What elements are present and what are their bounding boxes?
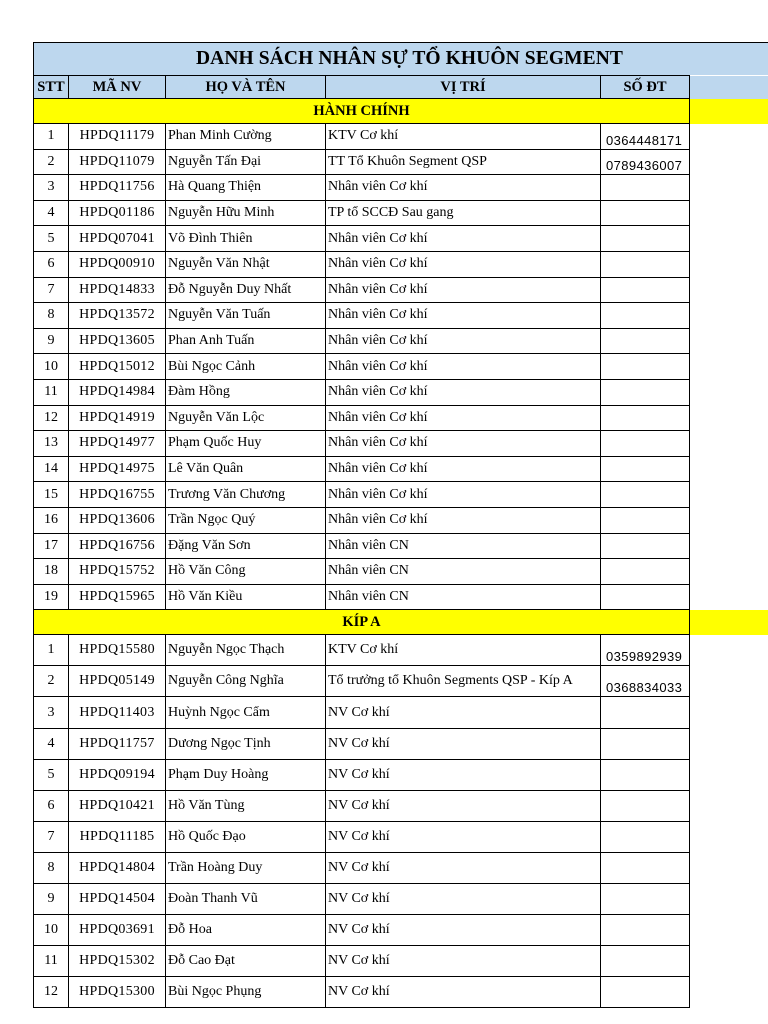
cell-so-dt[interactable] bbox=[601, 852, 690, 883]
table-row[interactable] bbox=[34, 200, 768, 226]
cell-ho-ten[interactable]: Hồ Quốc Đạo bbox=[166, 821, 326, 852]
cell-vi-tri[interactable]: NV Cơ khí bbox=[326, 946, 601, 977]
section-header-row bbox=[34, 99, 768, 124]
table-row[interactable] bbox=[34, 697, 768, 728]
cell-vi-tri[interactable]: NV Cơ khí bbox=[326, 884, 601, 915]
cell-so-dt[interactable] bbox=[601, 431, 690, 457]
cell-stt[interactable]: 8 bbox=[34, 852, 69, 883]
table-row[interactable] bbox=[34, 328, 768, 354]
cell-vi-tri[interactable]: Nhân viên Cơ khí bbox=[326, 251, 601, 277]
cell-so-dt[interactable] bbox=[601, 251, 690, 277]
table-row[interactable] bbox=[34, 884, 768, 915]
cell-ma-nv[interactable]: HPDQ10421 bbox=[69, 790, 166, 821]
cell-stt[interactable]: 6 bbox=[34, 251, 69, 277]
cell-ho-ten[interactable]: Nguyễn Tấn Đại bbox=[166, 149, 326, 175]
cell-stt[interactable]: 8 bbox=[34, 303, 69, 329]
cell-so-dt[interactable] bbox=[601, 379, 690, 405]
cell-stt[interactable]: 15 bbox=[34, 482, 69, 508]
cell-stt[interactable]: 4 bbox=[34, 200, 69, 226]
table-row[interactable] bbox=[34, 405, 768, 431]
header-ma-nv: MÃ NV bbox=[69, 76, 166, 99]
cell-ma-nv[interactable]: HPDQ15302 bbox=[69, 946, 166, 977]
table-row[interactable] bbox=[34, 852, 768, 883]
table-row[interactable] bbox=[34, 149, 768, 175]
cell-ma-nv[interactable]: HPDQ01186 bbox=[69, 200, 166, 226]
cell-so-dt[interactable] bbox=[601, 482, 690, 508]
cell-so-dt[interactable] bbox=[601, 507, 690, 533]
cell-ho-ten[interactable]: Đỗ Nguyễn Duy Nhất bbox=[166, 277, 326, 303]
section-header-row bbox=[34, 610, 768, 635]
cell-vi-tri[interactable]: NV Cơ khí bbox=[326, 790, 601, 821]
table-row[interactable] bbox=[34, 728, 768, 759]
cell-vi-tri[interactable]: NV Cơ khí bbox=[326, 852, 601, 883]
staff-list-sheet bbox=[33, 42, 768, 1008]
section-title: HÀNH CHÍNH bbox=[34, 99, 690, 124]
row-extension bbox=[690, 915, 768, 946]
row-extension bbox=[690, 303, 768, 329]
row-extension bbox=[690, 666, 768, 697]
cell-ho-ten[interactable]: Đàm Hồng bbox=[166, 379, 326, 405]
row-extension bbox=[690, 728, 768, 759]
cell-stt[interactable]: 2 bbox=[34, 149, 69, 175]
cell-vi-tri[interactable]: KTV Cơ khí bbox=[326, 635, 601, 666]
cell-so-dt[interactable]: 0364448171 bbox=[601, 124, 690, 150]
row-extension bbox=[690, 149, 768, 175]
cell-ho-ten[interactable]: Hà Quang Thiện bbox=[166, 175, 326, 201]
cell-ho-ten[interactable]: Bùi Ngọc Phụng bbox=[166, 977, 326, 1008]
cell-ma-nv[interactable]: HPDQ14977 bbox=[69, 431, 166, 457]
header-so-dt: SỐ ĐT bbox=[601, 76, 690, 99]
cell-stt[interactable]: 1 bbox=[34, 635, 69, 666]
cell-ho-ten[interactable]: Phạm Duy Hoàng bbox=[166, 759, 326, 790]
cell-so-dt[interactable] bbox=[601, 584, 690, 610]
cell-so-dt[interactable] bbox=[601, 977, 690, 1008]
cell-ho-ten[interactable]: Nguyễn Văn Nhật bbox=[166, 251, 326, 277]
cell-so-dt[interactable] bbox=[601, 821, 690, 852]
cell-ho-ten[interactable]: Trần Ngọc Quý bbox=[166, 507, 326, 533]
cell-ma-nv[interactable]: HPDQ14984 bbox=[69, 379, 166, 405]
table-row[interactable] bbox=[34, 759, 768, 790]
cell-so-dt[interactable] bbox=[601, 759, 690, 790]
section-extension bbox=[690, 99, 768, 124]
cell-ma-nv[interactable]: HPDQ15580 bbox=[69, 635, 166, 666]
row-extension bbox=[690, 200, 768, 226]
row-extension bbox=[690, 946, 768, 977]
cell-ma-nv[interactable]: HPDQ14975 bbox=[69, 456, 166, 482]
cell-so-dt[interactable] bbox=[601, 303, 690, 329]
header-ho-ten: HỌ VÀ TÊN bbox=[166, 76, 326, 99]
cell-ma-nv[interactable]: HPDQ15965 bbox=[69, 584, 166, 610]
cell-stt[interactable]: 12 bbox=[34, 405, 69, 431]
cell-so-dt[interactable] bbox=[601, 915, 690, 946]
cell-ho-ten[interactable]: Phan Minh Cường bbox=[166, 124, 326, 150]
cell-stt[interactable]: 5 bbox=[34, 226, 69, 252]
cell-ma-nv[interactable]: HPDQ03691 bbox=[69, 915, 166, 946]
cell-vi-tri[interactable]: NV Cơ khí bbox=[326, 977, 601, 1008]
cell-ho-ten[interactable]: Hồ Văn Kiều bbox=[166, 584, 326, 610]
cell-ma-nv[interactable]: HPDQ15012 bbox=[69, 354, 166, 380]
cell-vi-tri[interactable]: Nhân viên CN bbox=[326, 559, 601, 585]
header-stt: STT bbox=[34, 76, 69, 99]
cell-vi-tri[interactable]: Nhân viên Cơ khí bbox=[326, 277, 601, 303]
table-row[interactable] bbox=[34, 946, 768, 977]
cell-so-dt[interactable] bbox=[601, 405, 690, 431]
table-row[interactable] bbox=[34, 635, 768, 666]
cell-so-dt[interactable] bbox=[601, 884, 690, 915]
cell-so-dt[interactable]: 0368834033 bbox=[601, 666, 690, 697]
cell-so-dt[interactable]: 0359892939 bbox=[601, 635, 690, 666]
table-row[interactable] bbox=[34, 790, 768, 821]
cell-ma-nv[interactable]: HPDQ13605 bbox=[69, 328, 166, 354]
cell-vi-tri[interactable]: Nhân viên Cơ khí bbox=[326, 379, 601, 405]
table-row[interactable] bbox=[34, 482, 768, 508]
cell-so-dt[interactable] bbox=[601, 277, 690, 303]
row-extension bbox=[690, 277, 768, 303]
cell-stt[interactable]: 11 bbox=[34, 946, 69, 977]
cell-ho-ten[interactable]: Lê Văn Quân bbox=[166, 456, 326, 482]
cell-so-dt[interactable] bbox=[601, 533, 690, 559]
cell-so-dt[interactable]: 0789436007 bbox=[601, 149, 690, 175]
row-extension bbox=[690, 790, 768, 821]
table-row[interactable] bbox=[34, 431, 768, 457]
cell-ho-ten[interactable]: Nguyễn Công Nghĩa bbox=[166, 666, 326, 697]
cell-so-dt[interactable] bbox=[601, 226, 690, 252]
row-extension bbox=[690, 635, 768, 666]
row-extension bbox=[690, 354, 768, 380]
cell-ho-ten[interactable]: Đoàn Thanh Vũ bbox=[166, 884, 326, 915]
row-extension bbox=[690, 405, 768, 431]
table-row[interactable] bbox=[34, 354, 768, 380]
cell-ho-ten[interactable]: Dương Ngọc Tịnh bbox=[166, 728, 326, 759]
table-row[interactable] bbox=[34, 821, 768, 852]
table-row[interactable] bbox=[34, 226, 768, 252]
table-row[interactable] bbox=[34, 559, 768, 585]
cell-vi-tri[interactable]: NV Cơ khí bbox=[326, 697, 601, 728]
row-extension bbox=[690, 226, 768, 252]
row-extension bbox=[690, 584, 768, 610]
cell-so-dt[interactable] bbox=[601, 200, 690, 226]
cell-stt[interactable]: 16 bbox=[34, 507, 69, 533]
cell-stt[interactable]: 18 bbox=[34, 559, 69, 585]
cell-ma-nv[interactable]: HPDQ11757 bbox=[69, 728, 166, 759]
cell-so-dt[interactable] bbox=[601, 946, 690, 977]
cell-so-dt[interactable] bbox=[601, 175, 690, 201]
cell-ho-ten[interactable]: Nguyễn Ngọc Thạch bbox=[166, 635, 326, 666]
row-extension bbox=[690, 884, 768, 915]
table-row[interactable] bbox=[34, 533, 768, 559]
cell-vi-tri[interactable]: TT Tổ Khuôn Segment QSP bbox=[326, 149, 601, 175]
cell-ma-nv[interactable]: HPDQ14833 bbox=[69, 277, 166, 303]
cell-ma-nv[interactable]: HPDQ11179 bbox=[69, 124, 166, 150]
cell-ma-nv[interactable]: HPDQ00910 bbox=[69, 251, 166, 277]
cell-ma-nv[interactable]: HPDQ16756 bbox=[69, 533, 166, 559]
cell-ho-ten[interactable]: Hồ Văn Tùng bbox=[166, 790, 326, 821]
table-row[interactable] bbox=[34, 175, 768, 201]
cell-vi-tri[interactable]: NV Cơ khí bbox=[326, 915, 601, 946]
cell-ma-nv[interactable]: HPDQ13572 bbox=[69, 303, 166, 329]
cell-vi-tri[interactable]: TP tổ SCCĐ Sau gang bbox=[326, 200, 601, 226]
header-extension bbox=[690, 76, 768, 99]
header-row bbox=[34, 76, 768, 99]
row-extension bbox=[690, 559, 768, 585]
cell-ma-nv[interactable]: HPDQ13606 bbox=[69, 507, 166, 533]
cell-ho-ten[interactable]: Phan Anh Tuấn bbox=[166, 328, 326, 354]
cell-stt[interactable]: 3 bbox=[34, 697, 69, 728]
section-extension bbox=[690, 610, 768, 635]
cell-stt[interactable]: 11 bbox=[34, 379, 69, 405]
cell-vi-tri[interactable]: NV Cơ khí bbox=[326, 728, 601, 759]
cell-ho-ten[interactable]: Trần Hoàng Duy bbox=[166, 852, 326, 883]
row-extension bbox=[690, 977, 768, 1008]
cell-stt[interactable]: 5 bbox=[34, 759, 69, 790]
cell-ho-ten[interactable]: Nguyễn Hữu Minh bbox=[166, 200, 326, 226]
cell-so-dt[interactable] bbox=[601, 790, 690, 821]
title-row bbox=[34, 43, 768, 76]
cell-so-dt[interactable] bbox=[601, 559, 690, 585]
cell-so-dt[interactable] bbox=[601, 328, 690, 354]
cell-ho-ten[interactable]: Đỗ Hoa bbox=[166, 915, 326, 946]
table-row[interactable] bbox=[34, 977, 768, 1008]
cell-ho-ten[interactable]: Phạm Quốc Huy bbox=[166, 431, 326, 457]
cell-ma-nv[interactable]: HPDQ11403 bbox=[69, 697, 166, 728]
cell-ho-ten[interactable]: Huỳnh Ngọc Cẩm bbox=[166, 697, 326, 728]
cell-stt[interactable]: 10 bbox=[34, 354, 69, 380]
sheet-title: DANH SÁCH NHÂN SỰ TỔ KHUÔN SEGMENT bbox=[34, 43, 768, 76]
cell-ho-ten[interactable]: Bùi Ngọc Cảnh bbox=[166, 354, 326, 380]
cell-vi-tri[interactable]: Tổ trưởng tổ Khuôn Segments QSP - Kíp A bbox=[326, 666, 601, 697]
cell-ma-nv[interactable]: HPDQ05149 bbox=[69, 666, 166, 697]
table-row[interactable] bbox=[34, 379, 768, 405]
cell-stt[interactable]: 4 bbox=[34, 728, 69, 759]
cell-ma-nv[interactable]: HPDQ07041 bbox=[69, 226, 166, 252]
cell-stt[interactable]: 9 bbox=[34, 328, 69, 354]
cell-ho-ten[interactable]: Đặng Văn Sơn bbox=[166, 533, 326, 559]
cell-vi-tri[interactable]: Nhân viên Cơ khí bbox=[326, 456, 601, 482]
cell-vi-tri[interactable]: Nhân viên Cơ khí bbox=[326, 431, 601, 457]
row-extension bbox=[690, 456, 768, 482]
cell-vi-tri[interactable]: Nhân viên Cơ khí bbox=[326, 175, 601, 201]
header-vi-tri: VỊ TRÍ bbox=[326, 76, 601, 99]
cell-ho-ten[interactable]: Nguyễn Văn Lộc bbox=[166, 405, 326, 431]
row-extension bbox=[690, 251, 768, 277]
cell-vi-tri[interactable]: Nhân viên CN bbox=[326, 533, 601, 559]
cell-so-dt[interactable] bbox=[601, 697, 690, 728]
cell-so-dt[interactable] bbox=[601, 456, 690, 482]
cell-vi-tri[interactable]: Nhân viên Cơ khí bbox=[326, 303, 601, 329]
table-row[interactable] bbox=[34, 915, 768, 946]
cell-ma-nv[interactable]: HPDQ11079 bbox=[69, 149, 166, 175]
cell-stt[interactable]: 14 bbox=[34, 456, 69, 482]
row-extension bbox=[690, 821, 768, 852]
cell-vi-tri[interactable]: Nhân viên Cơ khí bbox=[326, 507, 601, 533]
staff-table bbox=[33, 42, 768, 1008]
cell-vi-tri[interactable]: Nhân viên Cơ khí bbox=[326, 482, 601, 508]
cell-vi-tri[interactable]: Nhân viên Cơ khí bbox=[326, 405, 601, 431]
cell-stt[interactable]: 7 bbox=[34, 277, 69, 303]
table-row[interactable] bbox=[34, 251, 768, 277]
cell-ma-nv[interactable]: HPDQ16755 bbox=[69, 482, 166, 508]
cell-ma-nv[interactable]: HPDQ11185 bbox=[69, 821, 166, 852]
cell-stt[interactable]: 9 bbox=[34, 884, 69, 915]
cell-stt[interactable]: 12 bbox=[34, 977, 69, 1008]
cell-ho-ten[interactable]: Hồ Văn Công bbox=[166, 559, 326, 585]
row-extension bbox=[690, 533, 768, 559]
table-row[interactable] bbox=[34, 666, 768, 697]
section-title: KÍP A bbox=[34, 610, 690, 635]
cell-ho-ten[interactable]: Võ Đình Thiên bbox=[166, 226, 326, 252]
cell-stt[interactable]: 3 bbox=[34, 175, 69, 201]
row-extension bbox=[690, 379, 768, 405]
table-row[interactable] bbox=[34, 456, 768, 482]
table-row[interactable] bbox=[34, 303, 768, 329]
row-extension bbox=[690, 507, 768, 533]
cell-ma-nv[interactable]: HPDQ14804 bbox=[69, 852, 166, 883]
cell-stt[interactable]: 1 bbox=[34, 124, 69, 150]
cell-ho-ten[interactable]: Trương Văn Chương bbox=[166, 482, 326, 508]
cell-ma-nv[interactable]: HPDQ14504 bbox=[69, 884, 166, 915]
table-row[interactable] bbox=[34, 277, 768, 303]
row-extension bbox=[690, 175, 768, 201]
cell-vi-tri[interactable]: Nhân viên CN bbox=[326, 584, 601, 610]
cell-so-dt[interactable] bbox=[601, 354, 690, 380]
row-extension bbox=[690, 697, 768, 728]
cell-stt[interactable]: 19 bbox=[34, 584, 69, 610]
table-row[interactable] bbox=[34, 507, 768, 533]
cell-so-dt[interactable] bbox=[601, 728, 690, 759]
row-extension bbox=[690, 759, 768, 790]
cell-vi-tri[interactable]: Nhân viên Cơ khí bbox=[326, 328, 601, 354]
table-row[interactable] bbox=[34, 584, 768, 610]
cell-stt[interactable]: 10 bbox=[34, 915, 69, 946]
cell-vi-tri[interactable]: NV Cơ khí bbox=[326, 759, 601, 790]
cell-stt[interactable]: 6 bbox=[34, 790, 69, 821]
table-row[interactable] bbox=[34, 124, 768, 150]
row-extension bbox=[690, 431, 768, 457]
cell-ma-nv[interactable]: HPDQ15300 bbox=[69, 977, 166, 1008]
row-extension bbox=[690, 328, 768, 354]
cell-ma-nv[interactable]: HPDQ15752 bbox=[69, 559, 166, 585]
cell-vi-tri[interactable]: Nhân viên Cơ khí bbox=[326, 226, 601, 252]
row-extension bbox=[690, 124, 768, 150]
cell-vi-tri[interactable]: Nhân viên Cơ khí bbox=[326, 354, 601, 380]
cell-stt[interactable]: 2 bbox=[34, 666, 69, 697]
cell-stt[interactable]: 17 bbox=[34, 533, 69, 559]
row-extension bbox=[690, 482, 768, 508]
row-extension bbox=[690, 852, 768, 883]
cell-ho-ten[interactable]: Nguyễn Văn Tuấn bbox=[166, 303, 326, 329]
cell-ma-nv[interactable]: HPDQ11756 bbox=[69, 175, 166, 201]
cell-ma-nv[interactable]: HPDQ09194 bbox=[69, 759, 166, 790]
cell-vi-tri[interactable]: KTV Cơ khí bbox=[326, 124, 601, 150]
cell-stt[interactable]: 7 bbox=[34, 821, 69, 852]
cell-stt[interactable]: 13 bbox=[34, 431, 69, 457]
cell-ho-ten[interactable]: Đỗ Cao Đạt bbox=[166, 946, 326, 977]
cell-ma-nv[interactable]: HPDQ14919 bbox=[69, 405, 166, 431]
cell-vi-tri[interactable]: NV Cơ khí bbox=[326, 821, 601, 852]
